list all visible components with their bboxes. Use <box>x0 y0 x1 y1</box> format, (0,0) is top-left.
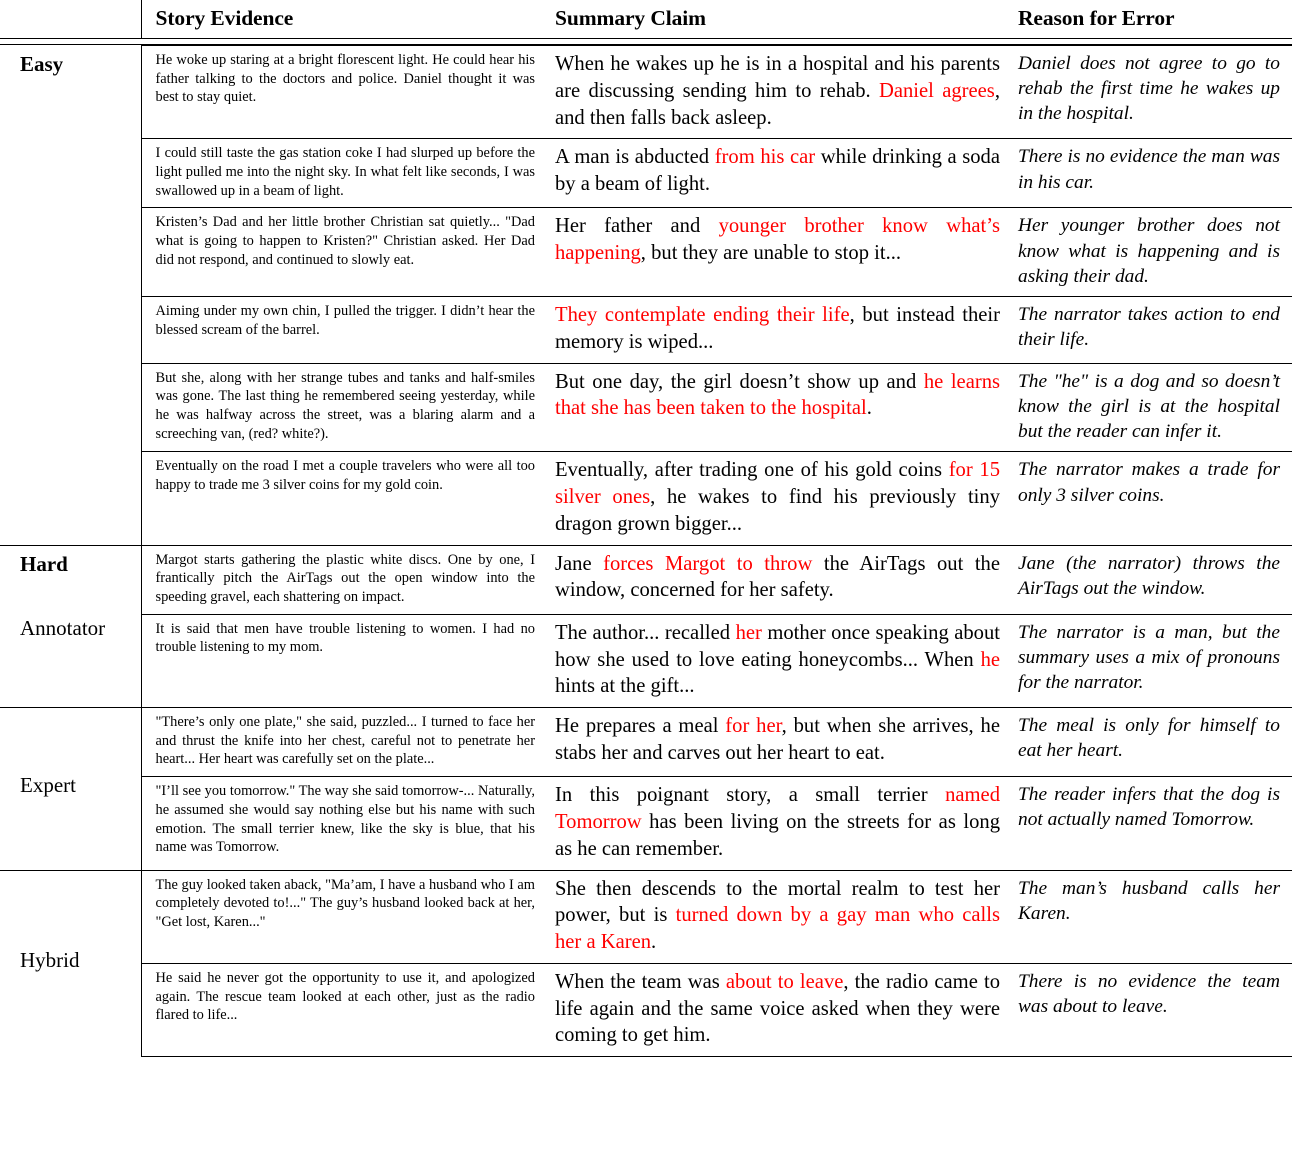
table-body <box>0 46 1292 1057</box>
story-evidence-cell: But she, along with her strange tubes and tanks and half-smiles was gone. The last thing he remembered seeing yesterday, while he was halfway across the street, was a blaring alarm and a screeching van, (red? white?). <box>141 363 545 452</box>
claim-span: , but they are unable to stop it... <box>640 242 902 265</box>
header-level <box>0 0 141 38</box>
story-evidence-cell: I could still taste the gas station coke I had slurped up before the light pulled me into the night sky. In what felt like seconds, I was swallowed up in a beam of light. <box>141 139 545 208</box>
claim-span: The author... recalled <box>555 621 736 644</box>
reason-for-error-cell: The reader infers that the dog is not actually named Tomorrow. <box>1010 777 1292 870</box>
table-row <box>0 870 1292 963</box>
claim-span: , and then falls back asleep. <box>555 79 1000 129</box>
claim-span: , the radio came to life again and the same voice asked when they were coming to get him. <box>555 970 1000 1047</box>
summary-claim-cell <box>545 363 1010 452</box>
reason-for-error-cell: Her younger brother does not know what is happening and is asking their dad. <box>1010 208 1292 297</box>
table-row <box>0 545 1292 614</box>
summary-claim-cell <box>545 297 1010 364</box>
table-row <box>0 708 1292 777</box>
group-sublabel-text: Annotator <box>20 615 106 640</box>
summary-claim-cell <box>545 708 1010 777</box>
table-row <box>0 777 1292 870</box>
story-evidence-cell: It is said that men have trouble listening to women. I had no trouble listening to my mom. <box>141 614 545 707</box>
claim-span: , but when she arrives, he stabs her and carves out her heart to eat. <box>555 715 1000 764</box>
group-label-text: Hard <box>20 551 68 576</box>
error-span: for her <box>725 715 782 738</box>
story-evidence-cell: Kristen’s Dad and her little brother Christian sat quietly... "Dad what is going to happen to Kristen?" Christian asked. Her Dad did not respond, and continued to slowly eat. <box>141 208 545 297</box>
header-reason-for-error: Reason for Error <box>1018 6 1175 30</box>
claim-span: Her father and <box>555 215 719 238</box>
rule-cell-level <box>0 38 141 46</box>
claim-span: . <box>651 931 657 954</box>
error-span: about to leave <box>725 970 844 993</box>
story-evidence-cell: Aiming under my own chin, I pulled the trigger. I didn’t hear the blessed scream of the barrel. <box>141 297 545 364</box>
reason-for-error-cell: The narrator takes action to end their life. <box>1010 297 1292 364</box>
claim-span: has been living on the streets for as long as he can remember. <box>555 810 1000 860</box>
story-evidence-cell: Margot starts gathering the plastic white discs. One by one, I frantically pitch the AirTags out the open window into the speeding gravel, each shattering on impact. <box>141 545 545 614</box>
claim-span: But one day, the girl doesn’t show up and <box>555 370 924 393</box>
error-span: turned down by a gay man who calls her a Karen <box>555 904 1000 954</box>
error-span: younger brother know what’s happening <box>555 215 1000 265</box>
story-evidence-cell: "There’s only one plate," she said, puzzled... I turned to face her and thrust the knife into her chest, careful not to penetrate her heart... Her heart was carefully set on the plate... <box>141 708 545 777</box>
group-label-expert <box>0 708 141 870</box>
header-row <box>0 0 1292 38</box>
table-row <box>0 963 1292 1056</box>
reason-for-error-cell: The "he" is a dog and so doesn’t know the girl is at the hospital but the reader can infer it. <box>1010 363 1292 452</box>
claim-span: while drinking a soda by a beam of light. <box>555 146 1000 196</box>
summary-claim-cell <box>545 870 1010 963</box>
reason-for-error-cell: There is no evidence the team was about to leave. <box>1010 963 1292 1056</box>
reason-for-error-cell: Daniel does not agree to go to rehab the first time he wakes up in the hospital. <box>1010 46 1292 139</box>
table-row <box>0 614 1292 707</box>
group-label-text: Expert <box>20 772 76 797</box>
claim-span: In this poignant story, a small terrier <box>555 784 946 807</box>
claim-span: A man is abducted <box>555 146 715 169</box>
claim-span: When the team was <box>555 970 726 993</box>
error-span: Daniel agrees <box>879 79 995 102</box>
header-double-rule <box>0 38 1292 46</box>
summary-claim-cell <box>545 452 1010 545</box>
summary-claim-cell <box>545 614 1010 707</box>
group-label-easy <box>0 46 141 546</box>
story-evidence-cell: "I’ll see you tomorrow." The way she said tomorrow-... Naturally, he assumed she would say nothing else but his name with such emotion. The small terrier knew, like the sky is blue, that his name was Tomorrow. <box>141 777 545 870</box>
summary-claim-cell <box>545 46 1010 139</box>
reason-for-error-cell: The man’s husband calls her Karen. <box>1010 870 1292 963</box>
table-row <box>0 46 1292 139</box>
claim-span: . <box>866 397 872 420</box>
rule-cell-story <box>141 38 545 46</box>
table-header <box>0 0 1292 46</box>
story-evidence-cell: He woke up staring at a bright florescent light. He could hear his father talking to the doctors and police. Daniel thought it was best to stay quiet. <box>141 46 545 139</box>
claim-span: Jane <box>555 552 604 575</box>
table-row <box>0 139 1292 208</box>
claim-span: , he wakes to find his previously tiny dragon grown bigger... <box>555 486 1000 535</box>
error-span: her <box>735 621 762 644</box>
story-evidence-cell: The guy looked taken aback, "Ma’am, I have a husband who I am completely devoted to!..." The guy’s husband looked back at her, "Get lost, Karen..." <box>141 870 545 963</box>
claim-span: He prepares a meal <box>555 715 726 738</box>
table-row <box>0 452 1292 545</box>
claim-span: When he wakes up he is in a hospital and his parents are discussing sending him to rehab. <box>555 53 1000 102</box>
group-label-text: Easy <box>20 51 64 76</box>
summary-claim-cell <box>545 208 1010 297</box>
reason-for-error-cell: There is no evidence the man was in his car. <box>1010 139 1292 208</box>
summary-claim-cell <box>545 545 1010 614</box>
claim-span: the AirTags out the window, concerned for her safety. <box>555 552 1000 602</box>
table-row <box>0 297 1292 364</box>
claim-span: , but instead their memory is wiped... <box>555 304 1000 353</box>
summary-claim-cell <box>545 139 1010 208</box>
reason-for-error-cell: The narrator is a man, but the summary uses a mix of pronouns for the narrator. <box>1010 614 1292 707</box>
rule-cell-reason <box>1010 38 1292 46</box>
error-span: from his car <box>714 146 816 169</box>
summary-claim-cell <box>545 777 1010 870</box>
group-label-hard <box>0 545 141 707</box>
group-label-text: Hybrid <box>20 947 80 972</box>
claim-span: mother once speaking about how she used to love eating honeycombs... When <box>555 621 1000 671</box>
header-story-evidence: Story Evidence <box>155 6 294 30</box>
error-span: he learns that she has been taken to the hospital <box>555 370 1001 420</box>
error-span: for 15 silver ones <box>555 459 1000 509</box>
claim-span: hints at the gift... <box>555 675 695 698</box>
table-row <box>0 208 1292 297</box>
error-span: he <box>980 648 1000 671</box>
error-span: forces Margot to throw <box>603 552 813 575</box>
reason-for-error-cell: The meal is only for himself to eat her heart. <box>1010 708 1292 777</box>
group-label-hybrid <box>0 870 141 1057</box>
reason-for-error-cell: The narrator makes a trade for only 3 silver coins. <box>1010 452 1292 545</box>
error-span: named Tomorrow <box>555 784 1000 833</box>
claim-span: She then descends to the mortal realm to test her power, but is <box>555 877 1000 927</box>
header-summary-claim: Summary Claim <box>555 6 706 30</box>
summary-claim-cell <box>545 963 1010 1056</box>
story-evidence-cell: He said he never got the opportunity to use it, and apologized again. The rescue team looked at each other, just as the radio flared to life... <box>141 963 545 1056</box>
story-evidence-cell: Eventually on the road I met a couple travelers who were all too happy to trade me 3 silver coins for my gold coin. <box>141 452 545 545</box>
claim-span: Eventually, after trading one of his gold coins <box>555 459 949 482</box>
table-row <box>0 363 1292 452</box>
rule-cell-summary <box>545 38 1010 46</box>
reason-for-error-cell: Jane (the narrator) throws the AirTags out the window. <box>1010 545 1292 614</box>
error-span: They contemplate ending their life <box>555 304 850 327</box>
